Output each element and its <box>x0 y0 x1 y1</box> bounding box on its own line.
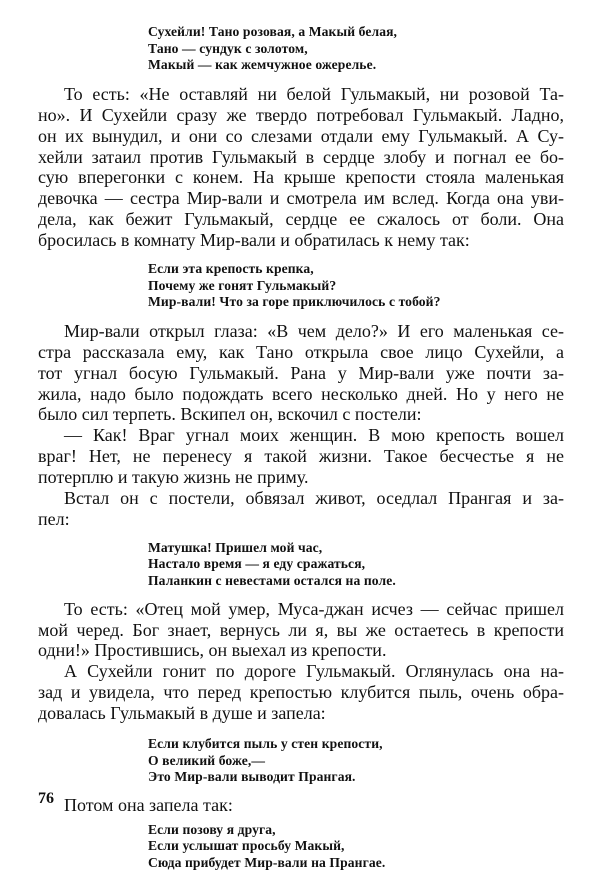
verse-line: Если услышат просьбу Макый, <box>148 838 345 854</box>
paragraph <box>38 321 564 426</box>
text-line: Мир-вали открыл глаза: «В чем дело?» И его маленькая се- <box>64 320 564 341</box>
verse-line: Сюда прибудет Мир-вали на Прангае. <box>148 854 386 870</box>
text-line: бросилась в комнату Мир-вали и обратилась к нему так: <box>38 230 470 251</box>
verse-line: Паланкин с невестами остался на поле. <box>148 573 396 589</box>
verse-stanza <box>148 736 564 786</box>
verse-line: Матушка! Пришел мой час, <box>148 539 323 555</box>
paragraph <box>38 425 564 488</box>
verse-line: Макый — как жемчужное ожерелье. <box>148 57 377 73</box>
text-line: мой черед. Бог знает, вернусь ли я, вы же остаетесь в крепости <box>38 619 564 640</box>
text-line: То есть: «Отец мой умер, Муса-джан исчез — сейчас пришел <box>64 598 564 619</box>
paragraph <box>38 661 564 724</box>
text-line: стра рассказала ему, как Тано открыла свое лицо Сухейли, а <box>38 341 564 362</box>
text-line: тот угнал босую Гульмакый. Рана у Мир-вали уже почти за- <box>38 362 564 383</box>
verse-line: Если клубится пыль у стен крепости, <box>148 736 383 752</box>
verse-line: Это Мир-вали выводит Прангая. <box>148 769 356 785</box>
text-line: зад и увидела, что перед крепостью клубится пыль, очень обра- <box>38 682 564 703</box>
text-line: девочка — сестра Мир-вали и смотрела им вслед. Когда она уви- <box>38 188 564 209</box>
verse-line: О великий боже,— <box>148 752 266 768</box>
verse-line: Если позову я друга, <box>148 821 276 837</box>
text-line: — Как! Враг угнал моих женщин. В мою крепость вошел <box>64 425 564 446</box>
paragraph <box>38 599 564 662</box>
text-line: жила, надо было подождать всего несколько дней. Но у него не <box>38 383 564 404</box>
text-line: было сил терпеть. Вскипел он, вскочил с постели: <box>38 404 422 425</box>
verse-line: Мир-вали! Что за горе приключилось с тобой? <box>148 294 441 310</box>
text-line: довалась Гульмакый в душе и запела: <box>38 703 326 724</box>
verse-stanza <box>148 822 564 872</box>
text-line: хейли затаил против Гульмакый в сердце злобу и погнал ее бо- <box>38 146 564 167</box>
verse-line: Сухейли! Тано розовая, а Макый белая, <box>148 24 398 39</box>
text-line: Потом она запела так: <box>64 794 233 815</box>
verse-line: Тано — сундук с золотом, <box>148 40 308 56</box>
text-line: потерплю и такую жизнь не приму. <box>38 467 309 488</box>
verse-stanza <box>148 24 564 74</box>
text-line: одни!» Простившись, он выехал из крепости. <box>38 640 387 661</box>
text-line: пел: <box>38 508 70 529</box>
text-line: но». И Сухейли сразу же твердо потребовал Гульмакый. Ладно, <box>38 104 564 125</box>
verse-line: Если эта крепость крепка, <box>148 261 314 277</box>
text-line: враг! Нет, не перенесу я такой жизни. Такое бесчестье я не <box>38 446 564 467</box>
text-line: дела, как бежит Гульмакый, сердце ее сжалось от боли. Она <box>38 209 564 230</box>
paragraph <box>38 84 564 251</box>
text-line: сую вперегонки с конем. На крыше крепости стояла маленькая <box>38 167 564 188</box>
text-line: Встал он с постели, обвязал живот, оседлал Прангая и за- <box>64 488 564 509</box>
page-number: 76 <box>38 790 54 807</box>
text-line: А Сухейли гонит по дороге Гульмакый. Оглянулась она на- <box>64 661 564 682</box>
verse-stanza <box>148 261 564 311</box>
paragraph <box>38 488 564 530</box>
verse-line: Почему же гонят Гульмакый? <box>148 277 337 293</box>
book-page <box>38 20 564 872</box>
paragraph <box>38 795 564 816</box>
verse-line: Настало время — я еду сражаться, <box>148 556 366 572</box>
text-line: То есть: «Не оставляй ни белой Гульмакый, ни розовой Та- <box>64 83 564 104</box>
text-line: он их вынудил, и они со слезами отдали ему Гульмакый. А Су- <box>38 125 564 146</box>
verse-stanza <box>148 540 564 590</box>
